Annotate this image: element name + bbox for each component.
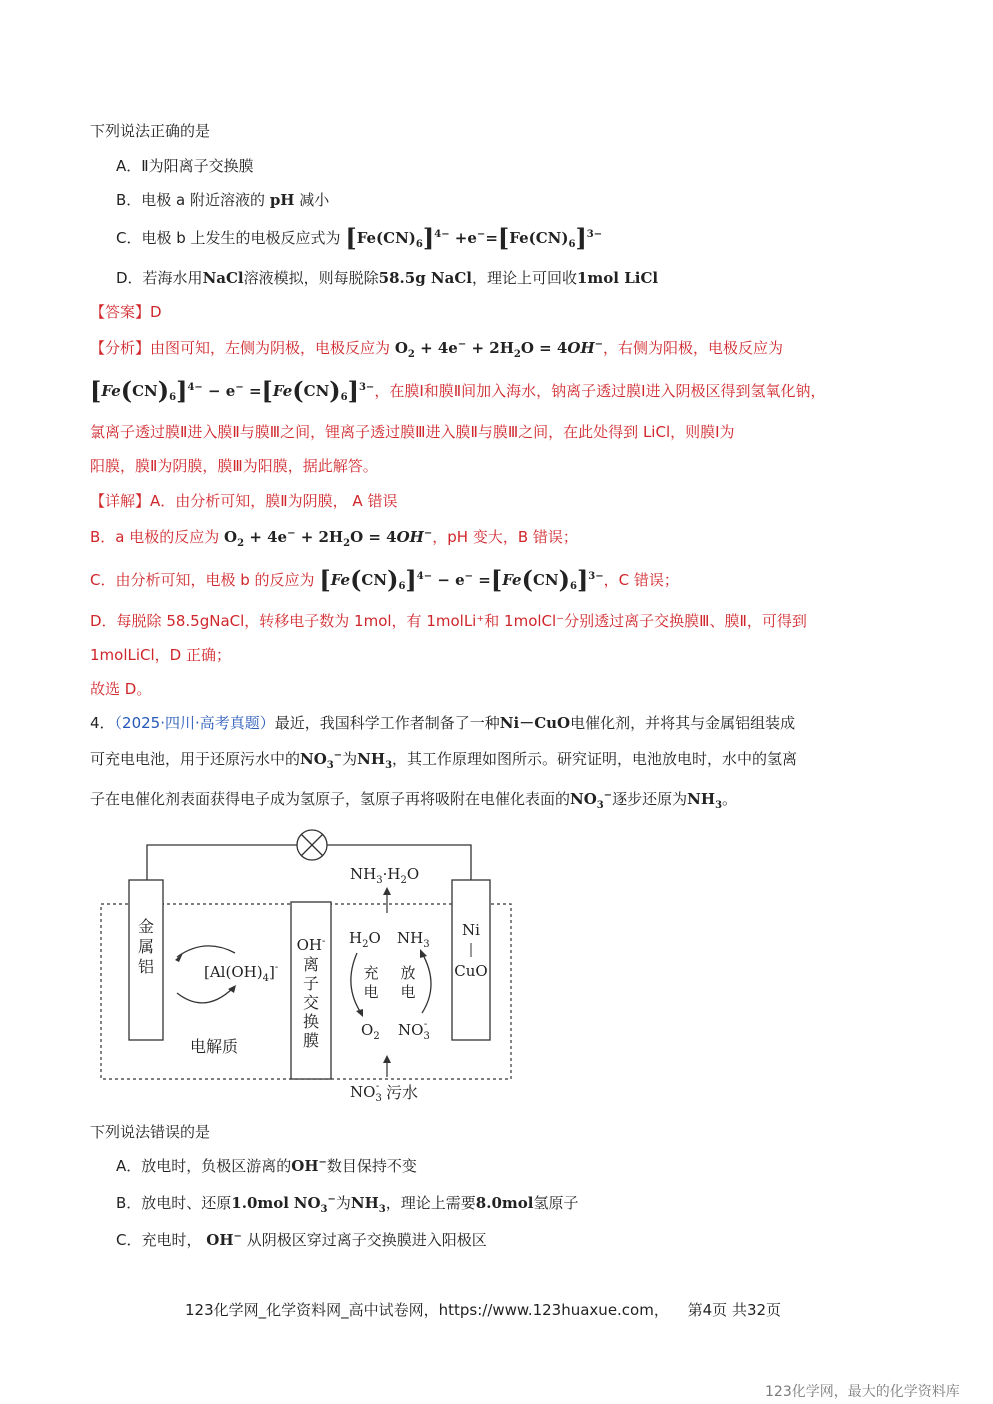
q4-b-post: 氢原子: [533, 1194, 579, 1212]
ammonia-hydrate-label: $NH_3\cdot H_2O$: [350, 865, 420, 886]
sewage-label: 污水: [386, 1083, 419, 1102]
discharge-label: 放电: [400, 964, 416, 1001]
q3-b-ph: pH: [269, 191, 295, 209]
q4-option-a: [116, 1156, 417, 1176]
footer: [185, 1299, 781, 1320]
sewage-ion-label: $NO_3-$: [350, 1081, 382, 1104]
analysis-l1-mid: ，右侧为阳极，电极反应为: [603, 339, 784, 357]
analysis-line-1: [90, 338, 783, 358]
q3-option-b: [116, 190, 329, 210]
cuo-label: CuO: [454, 962, 488, 980]
q3-b-post: 减小: [299, 191, 330, 209]
oxygen-label: $O_2$: [361, 1021, 380, 1042]
q3-option-a: A．Ⅱ为阳离子交换膜: [116, 157, 254, 175]
detail-line-a: [90, 491, 397, 511]
q4-l2-c: ，其工作原理如图所示。研究证明，电池放电时，水中的氢离: [392, 750, 798, 768]
q4-b-nitrate: $NO_3^-$: [293, 1194, 336, 1215]
q4-option-b: [116, 1193, 578, 1213]
charge-arrow: [351, 953, 361, 1013]
analysis-line-3: 氯离子透过膜Ⅱ进入膜Ⅱ与膜Ⅲ之间，锂离子透过膜Ⅲ进入膜Ⅱ与膜Ⅲ之间，在此处得到 LiCl，则膜Ⅰ为: [90, 423, 735, 441]
complex-label: $[Al(OH)_4]^-$: [204, 962, 279, 984]
q3-b-pre: B．电极 a 附近溶液的: [116, 191, 266, 209]
q4-line-1: [90, 713, 795, 733]
detail-line-c: [90, 565, 679, 594]
membrane-ion-label: OH-: [296, 936, 326, 954]
left-electrode-label: 金属铝: [137, 917, 155, 976]
q4-a-post: 数目保持不变: [326, 1157, 417, 1175]
ni-label: Ni: [462, 921, 480, 939]
q4-c-pre: C．充电时，: [116, 1231, 202, 1249]
battery-diagram: [95, 825, 525, 1110]
q3-c-pre: C．电极 b 上发生的电极反应式为: [116, 229, 341, 247]
q4-num: 4．: [90, 714, 115, 732]
watermark: 123化学网，最大的化学资料库: [765, 1384, 960, 1400]
detail-conclusion: 故选 D。: [90, 680, 152, 698]
q4-b-mid: 为: [335, 1194, 351, 1212]
q4-l2-a: 可充电电池，用于还原污水中的: [90, 750, 301, 768]
upper-curved-arrow: [177, 946, 235, 957]
q4-option-c: [116, 1230, 487, 1250]
detail-c-equation: $[Fe(CN)_6]^{4-} - e^- =[Fe(CN)_6]^{3-}$: [319, 565, 604, 594]
q4-prompt: 下列说法错误的是: [90, 1123, 211, 1141]
q3-d-pre: D．若海水用: [116, 269, 203, 287]
q4-l3-b: 逐步还原为: [612, 790, 688, 808]
analysis-l1-pre: 由图可知，左侧为阴极，电极反应为: [150, 339, 391, 357]
ni-cuo-electrode: [452, 880, 490, 1040]
q4-nitrate-2: $NO_3^-$: [570, 790, 613, 811]
analysis-line-4: 阳膜，膜Ⅱ为阴膜，膜Ⅲ为阳膜，据此解答。: [90, 457, 378, 475]
electrolyte-label: 电解质: [190, 1037, 239, 1056]
q4-line-3: [90, 789, 737, 809]
analysis-line-2: [90, 376, 826, 405]
q4-ammonia-1: $NH_3$: [357, 750, 393, 771]
q4-nitrate-1: $NO_3^-$: [300, 750, 343, 771]
q4-b-amount: 1.0mol: [231, 1194, 289, 1212]
answer-line: [90, 302, 162, 322]
detail-b-equation: $O_2 + 4e^- + 2H_2O = 4OH^-$: [224, 528, 433, 549]
q3-d-mid: 溶液模拟，则每脱除: [243, 269, 379, 287]
lower-curved-arrow: [177, 988, 233, 1003]
q4-b-amount2: 8.0mol: [475, 1194, 534, 1212]
detail-b-pre: B．a 电极的反应为: [90, 528, 220, 546]
membrane-label: 离子交换膜: [302, 955, 320, 1050]
ammonia-top-label: $NH_3$: [397, 929, 430, 950]
answer-value: D: [150, 303, 162, 321]
detail-c-pre: C．由分析可知，电极 b 的反应为: [90, 571, 315, 589]
q4-b-ammonia: $NH_3$: [350, 1194, 386, 1215]
q4-l1-b: 电催化剂，并将其与金属铝组装成: [570, 714, 796, 732]
q4-l3-a: 子在电催化剂表面获得电子成为氢原子，氢原子再将吸附在电催化表面的: [90, 790, 571, 808]
q4-l2-b: 为: [342, 750, 358, 768]
q4-source: （2025·四川·高考真题）: [114, 714, 275, 732]
analysis-l2-post: ，在膜Ⅰ和膜Ⅱ间加入海水，钠离子透过膜Ⅰ进入阴极区得到氢氧化钠，: [374, 382, 826, 400]
detail-line-d1: D．每脱除 58.5gNaCl，转移电子数为 1mol，有 1molLi⁺和 1molCl⁻分别透过离子交换膜Ⅲ、膜Ⅱ，可得到: [90, 612, 807, 630]
analysis-label: 【分析】: [90, 339, 151, 357]
detail-line-d2: 1molLiCl，D 正确；: [90, 646, 231, 664]
q4-a-hydroxide: OH−: [291, 1157, 327, 1175]
q3-d-mass: 58.5g NaCl: [378, 269, 472, 287]
q4-l1-a: 最近，我国科学工作者制备了一种: [274, 714, 500, 732]
q4-a-pre: A．放电时，负极区游离的: [116, 1157, 292, 1175]
q4-catalyst: Ni－CuO: [499, 714, 571, 732]
q4-b-mid2: ，理论上需要: [385, 1194, 476, 1212]
q4-ammonia-2: $NH_3$: [687, 790, 723, 811]
page-number: 第4页 共32页: [687, 1301, 782, 1319]
q4-b-pre: B．放电时、还原: [116, 1194, 232, 1212]
discharge-arrow: [422, 953, 431, 1013]
detail-line-b: [90, 527, 578, 547]
q3-d-nacl: NaCl: [202, 269, 244, 287]
q4-line-2: [90, 749, 797, 769]
nitrate-label: $NO_3-$: [398, 1019, 430, 1042]
water-label: $H_2O$: [349, 929, 381, 950]
footer-site[interactable]: 123化学网_化学资料网_高中试卷网，https://www.123huaxue.com，: [185, 1301, 669, 1319]
charge-label: 充电: [363, 964, 379, 1001]
q3-option-c: [116, 223, 603, 252]
q3-d-mid2: ，理论上可回收: [471, 269, 577, 287]
detail-a: A．由分析可知，膜Ⅱ为阴膜， A 错误: [150, 492, 398, 510]
detail-b-post: ，pH 变大，B 错误；: [432, 528, 578, 546]
anode-equation: $[Fe(CN)_6]^{4-} - e^- =[Fe(CN)_6]^{3-}$: [90, 376, 375, 405]
q4-l3-c: 。: [722, 790, 738, 808]
q4-c-post: 从阴极区穿过离子交换膜进入阳极区: [246, 1231, 487, 1249]
detail-c-post: ，C 错误；: [603, 571, 679, 589]
q4-c-hydroxide: OH−: [206, 1231, 242, 1249]
q3-option-d: [116, 268, 658, 288]
q3-d-licl: 1mol LiCl: [576, 269, 659, 287]
cathode-equation: $O_2 + 4e^- + 2H_2O = 4OH^-$: [394, 339, 604, 360]
q3-c-equation: $[Fe(CN)_6]^{4-} +e^-=[Fe(CN)_6]^{3-}$: [345, 223, 603, 252]
detail-label: 【详解】: [90, 492, 151, 510]
q3-prompt: 下列说法正确的是: [90, 122, 211, 140]
answer-label: 【答案】: [90, 303, 151, 321]
